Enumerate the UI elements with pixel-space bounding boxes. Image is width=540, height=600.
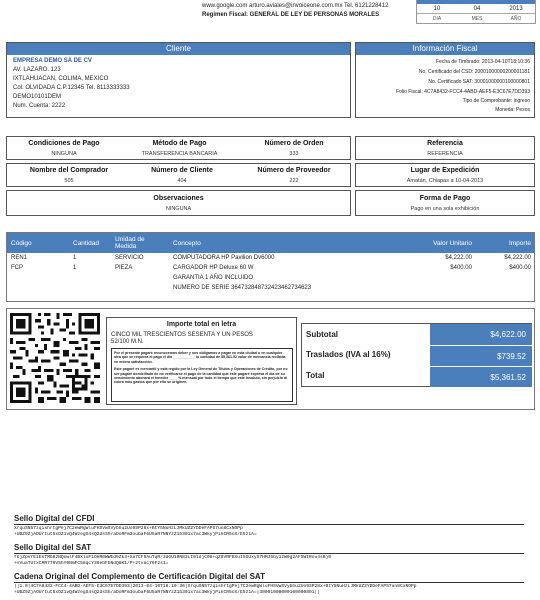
date-month-value: 04 [473,6,481,12]
subtotal-value: $4,622.00 [430,324,532,345]
cell-valor: $400.00 [450,265,472,271]
cell-unidad: SERVICIO [115,255,144,261]
table-row [7,255,534,264]
condiciones-label: Condiciones de Pago [28,140,100,147]
cliente-line-2: IXTLAHUACAN, COLIMA, MEXICO [13,76,109,82]
fiscal-line-2: No. Certificado del CSD: 20001000000200001181 [418,69,530,75]
proveedor-label: Número de Proveedor [257,167,331,174]
date-divider [417,13,535,14]
header-website-line: www.google.com arturo.aviales@invoiceone.com.mx Tel. 6121228412 [202,3,389,9]
cadena-original-divider [14,582,524,583]
cell-importe: $400.00 [509,265,531,271]
sello-cfdi-line-2: +UBZ9ZjAOUrtut5xOZ1vQ4WzegS4sQ2dsSh/aDoRFm3oubaF6U5aR7NNYzZ1b301x7ac3WkyjPikCR5oX/E5z1A= [14,532,257,537]
cell-cantidad: 1 [73,255,77,261]
fiscal-line-3: No. Certificado SAT: 30001000000100000801 [428,79,530,85]
pagare-box [111,348,293,402]
cliente-company: EMPRESA DEMO SA DE CV [13,58,92,64]
comprador-value: 505 [64,178,74,184]
date-year-value: 2013 [509,6,523,12]
referencia-label: Referencia [427,140,463,147]
sello-sat-divider [14,553,524,554]
header-regimen: Regimen Fiscal: GENERAL DE LEY DE PERSONAS MORALES [202,12,380,18]
date-month-label: MES [471,16,483,22]
comprador-label: Nombre del Comprador [29,167,109,174]
forma-label: Forma de Pago [419,195,471,202]
cliente-box [6,42,351,118]
orden-value: 333 [289,151,299,157]
total-letra-title: Importe total en letra [166,321,237,328]
cadena-original-line-1: ||1.0|4C7A8432-FCC4-4ABD-AEF5-E3C67E7DD393|2013-04-10T18:10:36|XrquSN57zqishrtgPej7C2ewRgWluFHSVwSVybhu2Uo9SP28x+BtY5NuHzLJMkUZ2YDDeFAPS7un8CxNOPp [14,584,417,589]
metodo-value: TRANSFERENCIA BANCARIA [141,151,218,157]
table-row [7,285,534,294]
table-row [7,275,534,284]
total-value: $5,361.52 [430,366,532,387]
sello-cfdi-divider [14,524,524,525]
cadena-original-line-2: +UBZ9ZjAOUrtut5xOZ1vQ4WzegS4sQ2dsSh/aDoRFm3oubaF6U5aR7NNYzZ1b301x7ac3WkyjPikCR5oX/E5z1A=|30001000000100000801|| [14,590,320,595]
fiscal-line-6: Moneda: Pesos [495,107,530,113]
orden-label: Número de Orden [264,140,324,147]
cell-cantidad: 1 [73,265,77,271]
cell-codigo: REN1 [11,255,28,261]
pagare-text-2: Este pagaré es mercantil y está regido por la Ley General de Títulos y Operaciones de Crédito, por no ser pagaré domiciliado de no verificarse el pago de la cantidad que éste pagaré expresa el día de su vencimiento abonará el tenedor ____ % mensual por todo el tiempo que esté insoluto, sin perjuicio al cobro más gastos que por ello se originen. [114,367,288,385]
sello-cfdi-title: Sello Digital del CFDI [14,514,95,523]
total-letra-box [106,317,297,405]
cell-importe: $4,222.00 [504,255,531,261]
observaciones-label: Observaciones [153,195,204,202]
cliente-title: Cliente [7,43,350,55]
sello-cfdi-line-1: XrquSN57zqishrtgPej7C2ewRgWluFHSVwSVybhu2Uo9SP28x+BtY5NuHzLJMkUZ2YDDeFAPS7un8CxNOPp [14,526,243,531]
referencia-value: REFERENCIA [427,151,463,157]
cell-concepto: CARGADOR HP Deluxe 60 W [173,265,254,271]
col-unidad-header: Unidad de Medida [115,236,145,250]
cliente-num-value: 404 [177,178,187,184]
fiscal-box [355,42,535,118]
cliente-line-5: Num. Cuenta: 2222 [13,103,66,109]
forma-value: Pago en una sola exhibición [410,206,480,212]
subtotal-label: Subtotal [306,330,338,339]
qr-code-icon [10,313,100,403]
traslados-value: $739.52 [430,345,532,366]
totals-box [301,323,532,387]
pago-box [6,136,351,160]
sello-sat-line-2: +sVuaTUtxCMR770V5hY0NmFC58qcY36ebFbNdQ8K1/P+2tvac76F2s1= [14,561,169,566]
traslados-label: Traslados (IVA al 16%) [306,350,391,359]
forma-box [355,190,535,216]
expedicion-box [355,163,535,187]
condiciones-value: NINGUNA [51,151,77,157]
cell-concepto: COMPUTADORA HP Pavilion Dv6000 [173,255,275,261]
total-letra-value: CINCO MIL TRESCIENTOS SESENTA Y UN PESOS 52/100 M.N. [111,332,253,345]
referencia-box [355,136,535,160]
cliente-line-3: Col. OLVIDADA C.P.12345 Tel. 8113333333 [13,85,130,91]
col-codigo-header: Código [11,240,32,247]
expedicion-value: Amatán, Chiapas a 10-04-2013 [406,178,484,184]
comprador-box [6,163,351,187]
observaciones-box [6,190,351,216]
items-table [6,232,535,302]
fiscal-title: Información Fiscal [356,43,534,55]
items-table-header [7,233,534,253]
cliente-line-4: DEMO10101DEM [13,94,62,100]
fiscal-line-5: Tipo de Comprobante: ingreso [462,98,530,104]
cell-unidad: PIEZA [115,265,133,271]
pagare-text-1: Por el presente pagaré reconocemos deber y nos obligamos a pagar en esta ciudad o en cualquier otra que se requiera el pago el día ___________ la cantidad de $5,361.52 valor de mercancía recibida en entera satisfacción. [114,351,286,364]
col-cantidad-header: Cantidad [73,240,100,247]
cadena-original-title: Cadena Original del Complemento de Certificación Digital del SAT [14,572,266,581]
col-importe-header: Importe [508,240,531,247]
total-label: Total [306,371,325,380]
cliente-num-label: Número de Cliente [151,167,213,174]
col-concepto-header: Concepto [173,240,201,247]
cell-codigo: FCP [11,265,23,271]
fiscal-line-1: Fecha de Timbrado: 2013-04-10T18:10:36 [436,59,530,65]
fiscal-line-4: Folio Fiscal: 4C7A8432-FCC4-4ABD-AEF5-E3C67E7DD393 [396,89,530,95]
metodo-label: Método de Pago [152,140,207,147]
cliente-line-1: AV. LAZARO. 123 [13,67,61,73]
expedicion-label: Lugar de Expedición [410,167,480,174]
cell-concepto: NUMERO DE SERIE 364732848732423462734623 [173,285,312,291]
date-box-top-bar [417,0,535,4]
sello-sat-title: Sello Digital del SAT [14,543,92,552]
observaciones-value: NINGUNA [165,206,192,212]
date-day-label: DIA [432,16,442,22]
date-box [416,0,536,24]
cell-valor: $4,222.00 [445,255,472,261]
date-day-value: 10 [433,6,441,12]
totals-section [6,308,535,410]
sello-sat-line-1: fbjZpVrE1EkTMGH2NQowlF4BXloF1OHR0WWEd9Zk3+Xa7CF9AuTqR/3dGU10N83LI01djC08+qZ8VRFEXuISGUxyS7HMJ5by1zW0g2AF5WIRou4sBj0 [14,555,332,560]
cell-concepto: GARANTIA 1 AÑO INCLUIDO [173,275,254,281]
col-valor-header: Valor Unitario [433,240,472,247]
table-row [7,265,534,274]
date-year-label: AÑO [510,16,522,22]
proveedor-value: 222 [289,178,299,184]
